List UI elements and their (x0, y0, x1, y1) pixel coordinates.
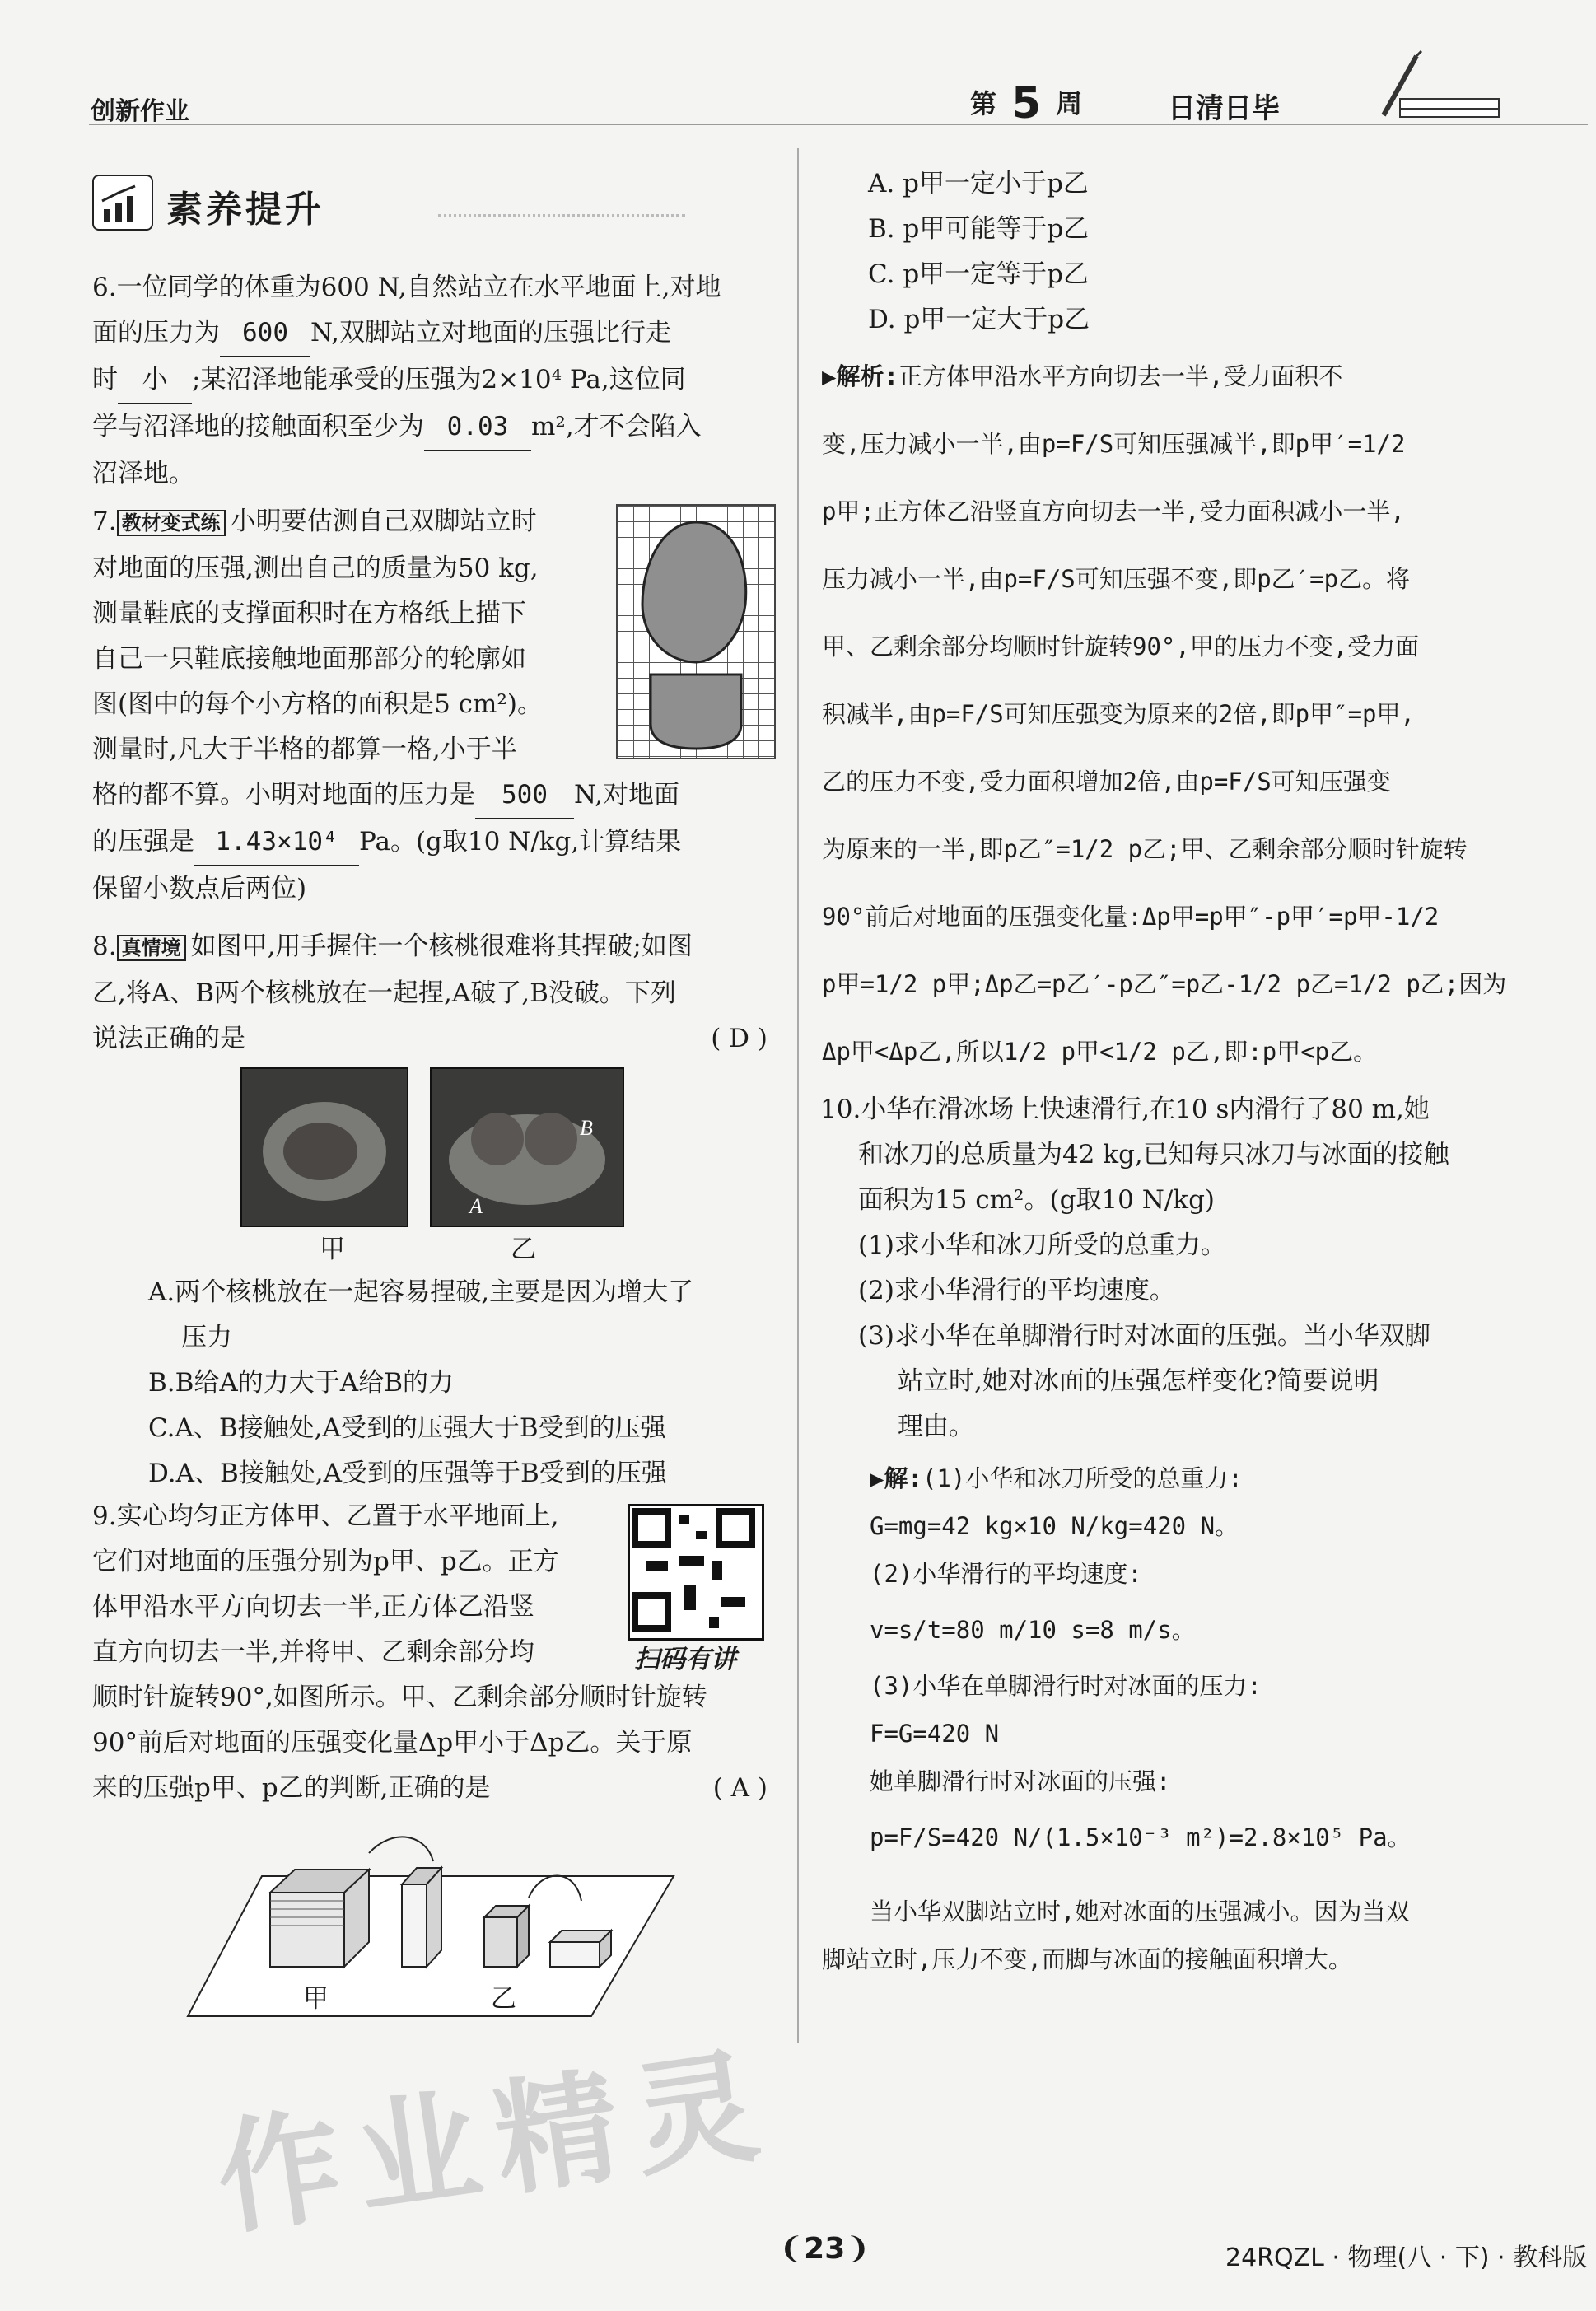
cube-jia-icon (270, 1870, 369, 1967)
cube-yi-rotated-icon (550, 1931, 611, 1967)
section-dotted-line (438, 214, 685, 217)
pencil-book-icon (1367, 49, 1507, 124)
q7-line-8: 的压强是 1.43×10⁴ Pa。(g取10 N/kg,计算结果 (92, 819, 776, 866)
q9-answer: ( A ) (712, 1773, 768, 1803)
two-walnuts-icon (432, 1069, 623, 1226)
shoe-grid-figure (616, 504, 776, 759)
question-10 (820, 1087, 1578, 1450)
solution-line-3: (2)小华滑行的平均速度: (870, 1560, 1142, 1588)
shoe-print-icon (618, 506, 774, 758)
q10-sub-3c: 理由。 (898, 1412, 974, 1441)
figure-caption-jia: 甲 (303, 1984, 329, 2014)
q9-option-c: C. p甲一定等于p乙 (868, 259, 1090, 289)
solution-line-5: (3)小华在单脚滑行时对冰面的压力: (870, 1672, 1262, 1700)
solution-line-1: ▶解:(1)小华和冰刀所受的总重力: (870, 1464, 1243, 1492)
q8-tag: 真情境 (117, 935, 186, 961)
week-suffix: 周 (1056, 88, 1083, 119)
q10-sub-3a: (3)求小华在单脚滑行时对冰面的压强。当小华双脚 (858, 1321, 1430, 1351)
q6-line-4: 学与沼泽地的接触面积至少为 0.03 m²,才不会陷入 (92, 404, 776, 451)
q9-line-3: 体甲沿水平方向切去一半,正方体乙沿竖 (92, 1592, 534, 1622)
solution-line-2: G=mg=42 kg×10 N/kg=420 N。 (870, 1512, 1239, 1540)
q8-option-b: B.B给A的力大于A给B的力 (148, 1368, 454, 1398)
q10-solution (870, 1454, 1594, 1870)
q9-line-6: 90°前后对地面的压强变化量Δp甲小于Δp乙。关于原 (92, 1728, 693, 1758)
analysis-line-1: ▶解析:正方体甲沿水平方向切去一半,受力面积不 (822, 362, 1343, 390)
q8-answer: ( D ) (711, 1024, 768, 1053)
conclusion-line-2: 脚站立时,压力不变,而脚与冰面的接触面积增大。 (822, 1945, 1352, 1973)
q7-line-3: 测量鞋底的支撑面积时在方格纸上描下 (92, 599, 526, 628)
header-rule (89, 124, 1588, 125)
walnut-photo-yi (430, 1067, 624, 1227)
q8-options (148, 1270, 782, 1496)
q7-line-7: 格的都不算。小明对地面的压力是 500 N,对地面 (92, 773, 776, 819)
q10-conclusion (822, 1888, 1580, 1983)
chart-icon (92, 175, 153, 231)
q9-analysis (822, 343, 1580, 1085)
q7-line-5: 图(图中的每个小方格的面积是5 cm²)。 (92, 689, 543, 719)
q8-option-c: C.A、B接触处,A受到的压强大于B受到的压强 (148, 1413, 666, 1443)
qr-code[interactable] (628, 1504, 764, 1641)
q10-line-2: 和冰刀的总质量为42 kg,已知每只冰刀与冰面的接触 (858, 1140, 1449, 1170)
solution-line-6: F=G=420 N (870, 1720, 1000, 1748)
analysis-line-9: 90°前后对地面的压强变化量:Δp甲=p甲″-p甲′=p甲-1/2 (822, 903, 1440, 931)
q8-option-a: A.两个核桃放在一起容易捏破,主要是因为增大了 (148, 1277, 694, 1307)
section-title: 素养提升 (166, 189, 324, 231)
q7-line-6: 测量时,凡大于半格的都算一格,小于半 (92, 735, 517, 764)
conclusion-line-1: 当小华双脚站立时,她对冰面的压强减小。因为当双 (870, 1898, 1410, 1926)
walnut-photo-jia (240, 1067, 408, 1227)
analysis-line-5: 甲、乙剩余部分均顺时针旋转90°,甲的压力不变,受力面 (822, 633, 1420, 661)
analysis-line-11: Δp甲<Δp乙,所以1/2 p甲<1/2 p乙,即:p甲<p乙。 (822, 1038, 1378, 1066)
q8-line-2: 乙,将A、B两个核桃放在一起捏,A破了,B没破。下列 (92, 978, 676, 1008)
cube-jia-rotated-icon (402, 1868, 441, 1967)
section-header (92, 175, 348, 231)
page-number: ❨23❩ (779, 2232, 870, 2266)
q9-options (868, 161, 1576, 343)
q8-option-a-cont: 压力 (181, 1323, 232, 1352)
q8-option-d: D.A、B接触处,A受到的压强等于B受到的压强 (148, 1459, 667, 1488)
solution-line-7: 她单脚滑行时对冰面的压强: (870, 1767, 1171, 1795)
q6-line-3: 时 小 ;某沼泽地能承受的压强为2×10⁴ Pa,这位同 (92, 357, 776, 404)
q9-line-5: 顺时针旋转90°,如图所示。甲、乙剩余部分顺时针旋转 (92, 1683, 707, 1712)
q7-answer-2: 1.43×10⁴ (194, 819, 359, 866)
week-prefix: 第 (970, 88, 997, 119)
q9-line-2: 它们对地面的压强分别为p甲、p乙。正方 (92, 1547, 559, 1576)
scan-caption: 扫码有讲 (634, 1645, 736, 1674)
q10-line-3: 面积为15 cm²。(g取10 N/kg) (858, 1185, 1216, 1215)
q8-line-1: 8. 真情境 如图甲,用手握住一个核桃很难将其捏破;如图 (92, 931, 693, 961)
hand-walnut-icon (242, 1069, 407, 1226)
q10-sub-1: (1)求小华和冰刀所受的总重力。 (858, 1230, 1226, 1260)
q9-line-1: 9.实心均匀正方体甲、乙置于水平地面上, (92, 1501, 559, 1531)
q8-line-3: 说法正确的是 ( D ) (92, 1016, 768, 1062)
q9-line-7: 来的压强p甲、p乙的判断,正确的是 ( A ) (92, 1766, 768, 1811)
q10-line-1: 10.小华在滑冰场上快速滑行,在10 s内滑行了80 m,她 (820, 1095, 1430, 1124)
header-week (970, 74, 1083, 128)
q9-line-4: 直方向切去一半,并将甲、乙剩余部分均 (92, 1637, 534, 1667)
solution-label: ▶解: (870, 1464, 922, 1492)
label-b: B (580, 1116, 593, 1140)
cube-yi-icon (484, 1906, 529, 1967)
cube-figure (180, 1818, 707, 2033)
analysis-line-10: p甲=1/2 p甲;Δp乙=p乙′-p乙″=p乙-1/2 p乙=1/2 p乙;因为 (822, 970, 1507, 998)
question-8 (92, 924, 776, 1062)
analysis-line-8: 为原来的一半,即p乙″=1/2 p乙;甲、乙剩余部分顺时针旋转 (822, 835, 1468, 863)
column-divider (797, 148, 799, 2043)
question-6 (92, 265, 776, 497)
q10-sub-3b: 站立时,她对冰面的压强怎样变化?简要说明 (898, 1366, 1379, 1396)
q6-line-1: 6.一位同学的体重为600 N,自然站立在水平地面上,对地 (92, 273, 721, 302)
figure-caption-yi: 乙 (491, 1984, 516, 2014)
arrow-jia-icon (369, 1837, 433, 1861)
header-left-label: 创新作业 (91, 97, 189, 126)
q9-option-a: A. p甲一定小于p乙 (868, 169, 1089, 198)
analysis-line-7: 乙的压力不变,受力面积增加2倍,由p=F/S可知压强变 (822, 768, 1391, 796)
q7-line-4: 自己一只鞋底接触地面那部分的轮廓如 (92, 644, 526, 674)
label-a: A (469, 1194, 483, 1218)
q7-tag: 教材变式练 (117, 510, 226, 536)
solution-line-8: p=F/S=420 N/(1.5×10⁻³ m²)=2.8×10⁵ Pa。 (870, 1823, 1412, 1851)
week-number: 5 (1011, 79, 1042, 128)
footer-series: 24RQZL · 物理(八 · 下) · 教科版 (1225, 2243, 1588, 2272)
q6-answer-3: 0.03 (424, 404, 531, 451)
analysis-line-6: 积减半,由p=F/S可知压强变为原来的2倍,即p甲″=p甲, (822, 700, 1415, 728)
analysis-line-3: p甲;正方体乙沿竖直方向切去一半,受力面积减小一半, (822, 497, 1405, 525)
qr-code-icon (630, 1506, 757, 1633)
analysis-line-4: 压力减小一半,由p=F/S可知压强不变,即p乙′=p乙。将 (822, 565, 1411, 593)
caption-yi: 乙 (511, 1235, 536, 1264)
q6-line-5: 沼泽地。 (92, 459, 194, 488)
q6-line-2: 面的压力为 600 N,双脚站立对地面的压强比行走 (92, 310, 776, 357)
caption-jia: 甲 (320, 1235, 345, 1264)
solution-line-4: v=s/t=80 m/10 s=8 m/s。 (870, 1616, 1196, 1644)
analysis-line-2: 变,压力减小一半,由p=F/S可知压强减半,即p甲′=1/2 (822, 430, 1406, 458)
q7-answer-1: 500 (475, 773, 574, 819)
watermark: 作业精灵 (208, 2033, 783, 2253)
analysis-label: ▶解析: (822, 362, 898, 390)
q9-option-d: D. p甲一定大于p乙 (868, 305, 1090, 334)
q6-answer-1: 600 (220, 310, 310, 357)
q7-line-2: 对地面的压强,测出自己的质量为50 kg, (92, 553, 539, 583)
q10-sub-2: (2)求小华滑行的平均速度。 (858, 1276, 1175, 1305)
q6-answer-2: 小 (118, 357, 192, 404)
header-brand: 日清日毕 (1168, 92, 1280, 125)
q7-line-1: 7. 教材变式练 小明要估测自己双脚站立时 (92, 507, 537, 536)
q7-line-9: 保留小数点后两位) (92, 874, 307, 903)
q9-option-b: B. p甲可能等于p乙 (868, 214, 1090, 244)
